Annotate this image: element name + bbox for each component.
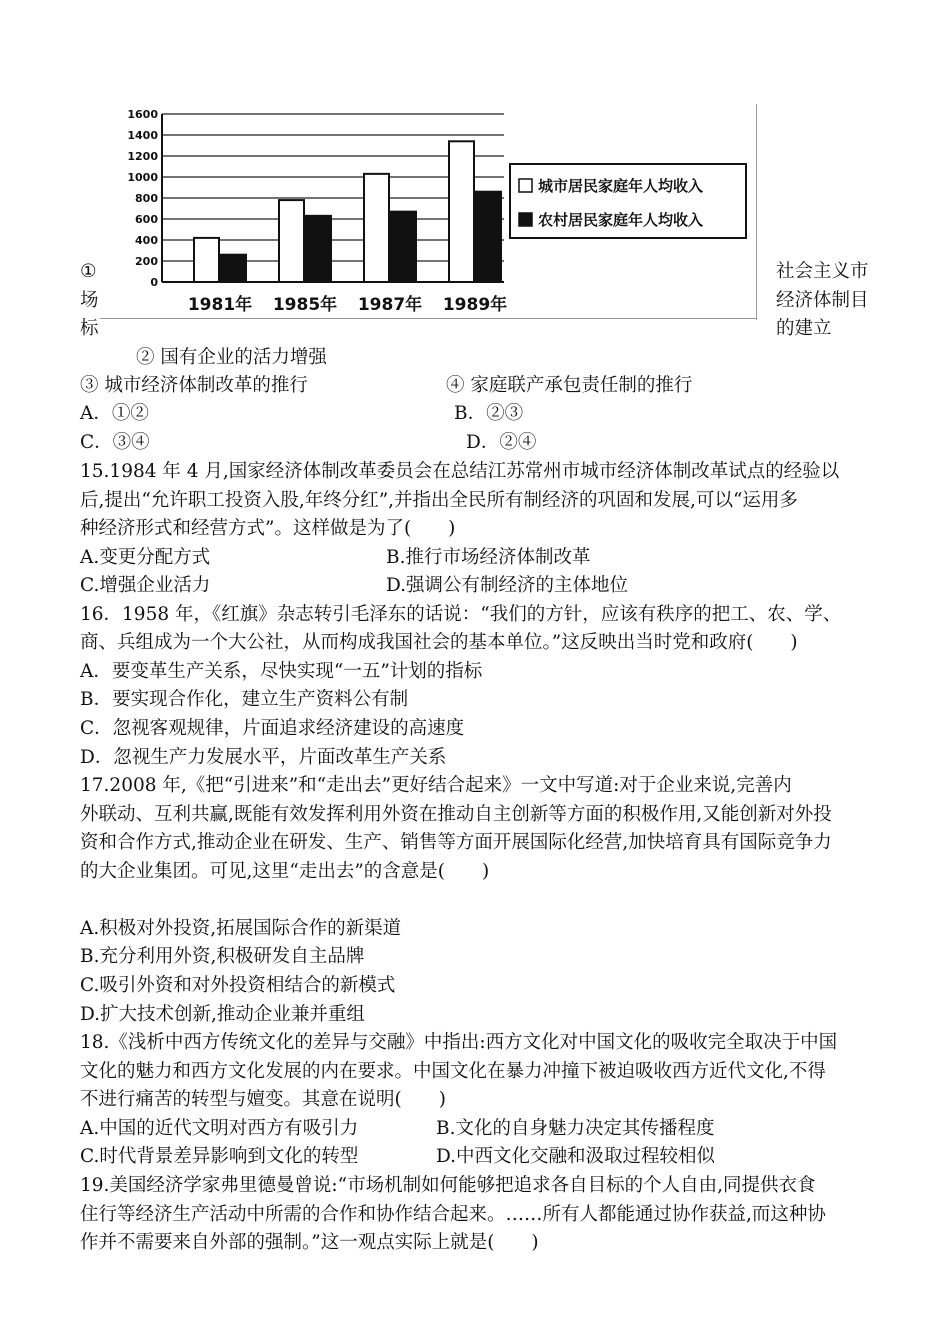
q15-choice-b: B.推行市场经济体制改革 (386, 547, 591, 568)
y-tick-label: 800 (135, 192, 158, 205)
q14-opt1-right-3: 的建立 (776, 318, 832, 339)
q15-choice-a: A.变更分配方式 (80, 547, 211, 568)
bar-urban (194, 238, 219, 282)
y-tick-label: 1400 (127, 129, 158, 142)
q14-opt3: ③ 城市经济体制改革的推行 (80, 375, 308, 396)
q17-choice-c: C.吸引外资和对外投资相结合的新模式 (80, 975, 396, 996)
q18-choice-d: D.中西文化交融和汲取过程较相似 (436, 1146, 716, 1167)
q14-opt1-right-2: 经济体制目 (776, 290, 869, 311)
x-tick-label: 1985年 (272, 295, 338, 315)
q17-line-1: 17.2008 年,《把“引进来”和“走出去”更好结合起来》一文中写道:对于企业来说,完善内 (80, 775, 792, 796)
bar-urban (364, 174, 389, 282)
q14-opt1-right-1: 社会主义市 (776, 261, 869, 282)
legend-label-rural: 农村居民家庭年人均收入 (538, 211, 704, 229)
q18-line-2: 文化的魅力和西方文化发展的内在要求。中国文化在暴力冲撞下被迫吸收西方近代文化,不得 (80, 1061, 826, 1082)
q19-line-1: 19.美国经济学家弗里德曼曾说:“市场机制如何能够把追求各自目标的个人自由,同提供衣食 (80, 1175, 816, 1196)
q14-opt2: ② 国有企业的活力增强 (136, 347, 327, 368)
q16-choice-d: D．忽视生产力发展水平，片面改革生产关系 (80, 747, 447, 768)
q19-line-2: 住行等经济生产活动中所需的合作和协作结合起来。……所有人都能通过协作获益,而这种协 (80, 1204, 826, 1225)
q15-line-2: 后,提出“允许职工投资入股,年终分红”,并指出全民所有制经济的巩固和发展,可以“运用多 (80, 490, 798, 511)
q14-opt1-left-2: 标 (80, 318, 99, 339)
q17-choice-d: D.扩大技术创新,推动企业兼并重组 (80, 1004, 365, 1025)
bar-rural (221, 255, 246, 282)
q17-line-3: 资和合作方式,推动企业在研发、生产、销售等方面开展国际化经营,加快培育具有国际竞争力 (80, 832, 832, 853)
q17-choice-b: B.充分利用外资,积极研发自主品牌 (80, 946, 365, 967)
legend-swatch-urban (519, 179, 532, 192)
y-tick-label: 600 (135, 213, 158, 226)
q14-choice-c: C．③④ (80, 432, 150, 453)
legend-label-urban: 城市居民家庭年人均收入 (538, 177, 704, 195)
q14-opt4: ④ 家庭联产承包责任制的推行 (446, 375, 693, 396)
y-tick-label: 1600 (127, 108, 158, 121)
legend-swatch-rural (519, 213, 532, 226)
income-chart (100, 104, 760, 320)
q14-choice-d: D．②④ (466, 432, 537, 453)
q17-choice-a: A.积极对外投资,拓展国际合作的新渠道 (80, 918, 402, 939)
q16-choice-a: A．要变革生产关系，尽快实现“一五”计划的指标 (80, 661, 483, 682)
bar-rural (306, 216, 331, 282)
y-tick-label: 1200 (127, 150, 158, 163)
income-bar-chart (100, 104, 760, 320)
q15-line-3: 种经济形式和经营方式”。这样做是为了( ) (80, 518, 456, 539)
q15-choice-c: C.增强企业活力 (80, 575, 211, 596)
q17-line-2: 外联动、互利共赢,既能有效发挥利用外资在推动自主创新等方面的积极作用,又能创新对外投 (80, 804, 832, 825)
y-tick-label: 200 (135, 255, 158, 268)
q14-choice-b: B．②③ (454, 403, 524, 424)
y-tick-label: 400 (135, 234, 158, 247)
q18-line-3: 不进行痛苦的转型与嬗变。其意在说明( ) (80, 1089, 446, 1110)
bar-rural (476, 192, 501, 282)
x-tick-label: 1987年 (357, 295, 423, 315)
q18-choice-c: C.时代背景差异影响到文化的转型 (80, 1146, 359, 1167)
q14-opt1-left-1: 场 (80, 290, 99, 311)
q17-line-4: 的大企业集团。可见,这里“走出去”的含意是( ) (80, 861, 490, 882)
bar-urban (279, 200, 304, 282)
x-tick-label: 1981年 (187, 295, 253, 315)
q16-choice-b: B．要实现合作化，建立生产资料公有制 (80, 689, 409, 710)
q19-line-3: 作并不需要来自外部的强制。”这一观点实际上就是( ) (80, 1232, 539, 1253)
q18-choice-a: A.中国的近代文明对西方有吸引力 (80, 1118, 359, 1139)
q18-choice-b: B.文化的自身魅力决定其传播程度 (436, 1118, 715, 1139)
bar-urban (449, 141, 474, 282)
chart-frame-bottom (100, 318, 757, 319)
x-tick-label: 1989年 (442, 295, 508, 315)
q16-line-2: 商、兵组成为一个大公社，从而构成我国社会的基本单位。”这反映出当时党和政府( ) (80, 632, 798, 653)
y-tick-label: 0 (150, 276, 158, 289)
q18-line-1: 18.《浅析中西方传统文化的差异与交融》中指出:西方文化对中国文化的吸收完全取决于中国 (80, 1032, 838, 1053)
bar-rural (391, 212, 416, 282)
q16-choice-c: C．忽视客观规律，片面追求经济建设的高速度 (80, 718, 465, 739)
q15-choice-d: D.强调公有制经济的主体地位 (386, 575, 629, 596)
q14-opt1-mark: ① (80, 261, 97, 282)
chart-frame-right (756, 104, 757, 320)
y-tick-label: 1000 (127, 171, 158, 184)
q16-line-1: 16．1958 年，《红旗》杂志转引毛泽东的话说：“我们的方针，应该有秩序的把工、农、学、 (80, 604, 842, 625)
q14-choice-a: A．①② (80, 403, 149, 424)
q15-line-1: 15.1984 年 4 月,国家经济体制改革委员会在总结江苏常州市城市经济体制改革试点的经验以 (80, 461, 840, 482)
